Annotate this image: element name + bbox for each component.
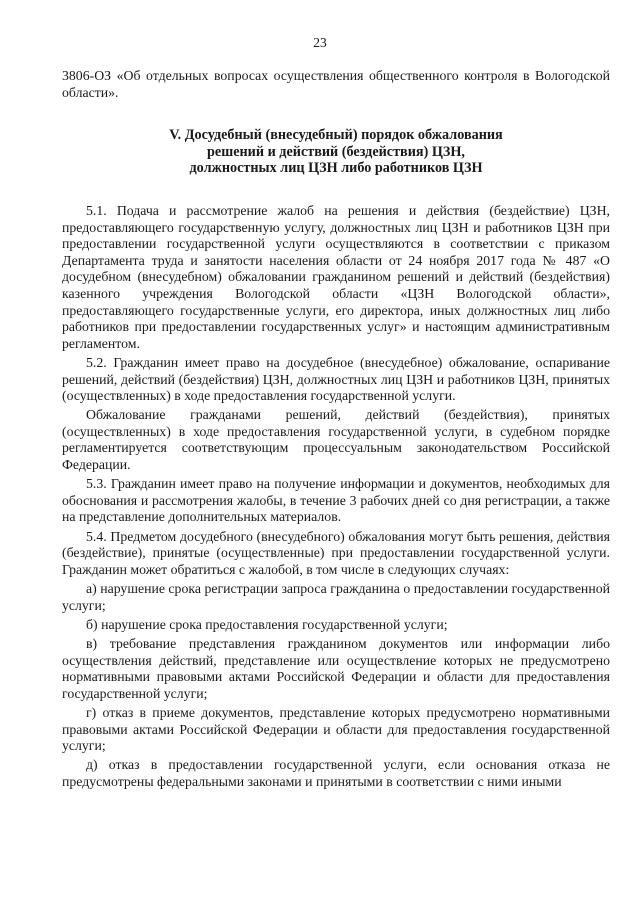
paragraph-5-2: 5.2. Гражданин имеет право на досудебное (внесудебное) обжалование, оспаривание решений, действий (бездействия) ЦЗН, должностных лиц ЦЗН и работников ЦЗН, принятых (осуществленных) в ходе предоставления государственной услуги. xyxy=(62,354,610,404)
list-item-a: а) нарушение срока регистрации запроса гражданина о предоставлении государственной услуги; xyxy=(62,581,610,613)
list-item-b: б) нарушение срока предоставления государственной услуги; xyxy=(86,616,448,632)
section-title-line: V. Досудебный (внесудебный) порядок обжалования xyxy=(169,127,503,144)
paragraph-5-3: 5.3. Гражданин имеет право на получение информации и документов, необходимых для обоснования и рассмотрения жалобы, в течение 3 рабочих дней со дня регистрации, а также на представление дополнительных материалов. xyxy=(62,476,610,525)
page-number: 23 xyxy=(313,35,327,50)
list-item-g: г) отказ в приеме документов, представление которых предусмотрено нормативными правовыми актами Российской Федерации и области для предоставления государственной услуги; xyxy=(62,704,610,754)
section-title xyxy=(62,127,610,177)
document-body xyxy=(62,68,610,793)
section-title-line: решений и действий (бездействия) ЦЗН, xyxy=(207,143,465,160)
paragraph-judicial-appeal: Обжалование гражданами решений, действий (бездействия), принятых (осуществленных) в ходе предоставления государственной услуги, в судебном порядке регламентируется соответствующим процессуальным законодательством Российской Федерации. xyxy=(62,407,610,473)
paragraph-5-1: 5.1. Подача и рассмотрение жалоб на решения и действия (бездействие) ЦЗН, предоставляющего государственную услугу, должностных лиц ЦЗН и работников ЦЗН при предоставлении государственной услуги осуществляются в соответствии с приказом Департамента труда и занятости населения области от 24 ноября 2017 года № 487 «О досудебном (внесудебном) обжаловании гражданином решений и действий (бездействия) казенного учреждения Вологодской области «ЦЗН Вологодской области», предоставляющего государственные услуги, его директора, иных должностных лиц либо работников при предоставлении государственных услуг» и настоящим административным регламентом. xyxy=(62,202,610,351)
list-item-v: в) требование представления гражданином документов или информации либо осуществления действий, представление или осуществление которых не предусмотрено нормативными правовыми актами Российской Федерации и области для предоставления государственной услуги; xyxy=(62,635,610,701)
continuation-paragraph: 3806-ОЗ «Об отдельных вопросах осуществления общественного контроля в Вологодской области». xyxy=(62,68,610,100)
paragraph-5-4: 5.4. Предметом досудебного (внесудебного) обжалования могут быть решения, действия (бездействие), принятые (осуществленные) при предоставлении государственной услуги. Гражданин может обратиться с жалобой, в том числе в следующих случаях: xyxy=(62,528,610,577)
list-item-d: д) отказ в предоставлении государственной услуги, если основания отказа не предусмотрены федеральными законами и принятыми в соответствии с ними иными xyxy=(62,757,610,789)
section-title-line: должностных лиц ЦЗН либо работников ЦЗН xyxy=(189,160,483,177)
